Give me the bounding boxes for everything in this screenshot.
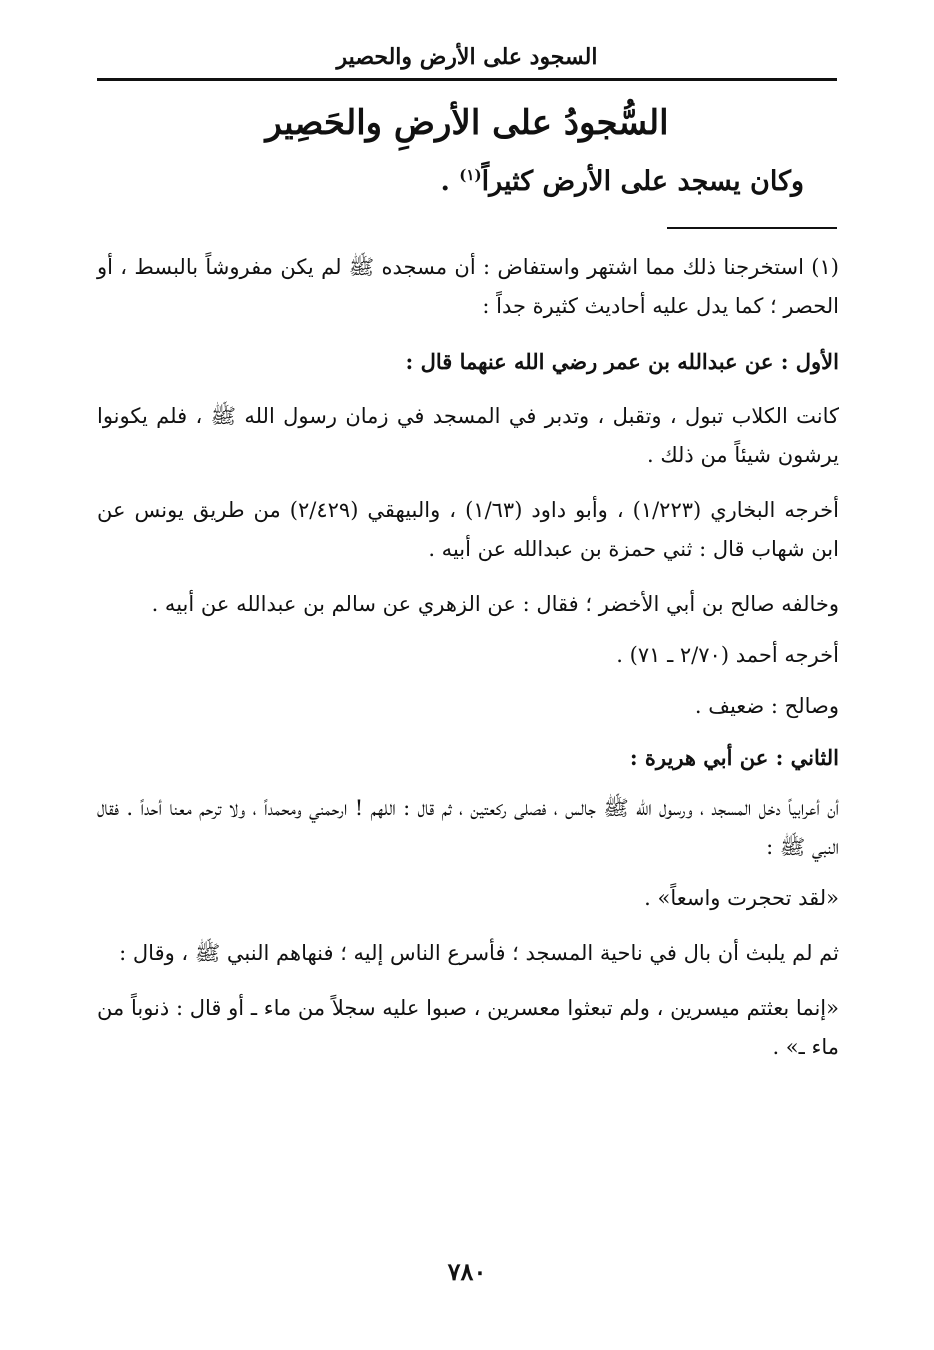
main-text-body: وكان يسجد على الأرض كثيراً: [481, 166, 804, 197]
footnote-text: كانت الكلاب تبول ، وتقبل ، وتدبر في المسجد في زمان رسول الله ﷺ ، فلم يكونوا يرشون شيئاً من ذلك .: [97, 404, 839, 467]
footnote-paragraph: [97, 879, 839, 918]
page-number: ٧٨٠: [447, 1257, 487, 1286]
running-header: السجود على الأرض والحصير: [336, 44, 598, 70]
footnote-text: أخرجه البخاري (١/٢٢٣) ، وأبو داود (١/٦٣) ، والبيهقي (٢/٤٢٩) من طريق يونس عن ابن شهاب قال : ثني حمزة بن عبدالله عن أبيه .: [97, 498, 839, 561]
footnote-text: وخالفه صالح بن أبي الأخضر ؛ فقال : عن الزهري عن سالم بن عبدالله عن أبيه .: [151, 592, 839, 616]
footnote-paragraph: [97, 989, 839, 1067]
footnotes: [97, 248, 839, 1083]
footnote-text: «إنما بعثتم ميسرين ، ولم تبعثوا معسرين ، صبوا عليه سجلاً من ماء ـ أو قال : ذنوباً من ماء ـ» .: [97, 996, 839, 1059]
header-rule: [97, 78, 837, 81]
footnote-paragraph: [97, 789, 839, 867]
footnote-paragraph: [97, 248, 839, 326]
footnote-paragraph: [97, 636, 839, 675]
footnote-paragraph: [97, 491, 839, 569]
footnote-text: «لقد تحجرت واسعاً» .: [644, 886, 839, 910]
footnote-marker: (١): [459, 166, 482, 184]
footnote-separator: [667, 227, 837, 229]
footnote-text: (١) استخرجنا ذلك مما اشتهر واستفاض : أن مسجده ﷺ لم يكن مفروشاً بالبسط ، أو الحصر ؛ كما يدل عليه أحاديث كثيرة جداً :: [97, 255, 839, 318]
footnote-text: الثاني : عن أبي هريرة :: [629, 745, 839, 770]
footnote-text: وصالح : ضعيف .: [694, 694, 839, 718]
footnote-text: أخرجه أحمد (٢/٧٠ ـ ٧١) .: [616, 643, 839, 667]
footnote-paragraph: [97, 397, 839, 475]
footnote-paragraph: [97, 687, 839, 726]
main-text-end: .: [440, 166, 460, 197]
footnote-paragraph: [97, 342, 839, 381]
footnote-text: أن أعرابياً دخل المسجد ، ورسول الله ﷺ جالس ، فصلى ركعتين ، ثم قال : اللهم ! ارحمني ومحمداً ، ولا ترحم معنا أحداً . فقال النبي ﷺ :: [97, 796, 839, 859]
chapter-title: السُّجودُ على الأرضِ والحَصِير: [265, 103, 669, 143]
footnote-paragraph: [97, 585, 839, 624]
footnote-text: ثم لم يلبث أن بال في ناحية المسجد ؛ فأسرع الناس إليه ؛ فنهاهم النبي ﷺ ، وقال :: [119, 941, 839, 965]
main-text: [144, 160, 804, 204]
footnote-paragraph: [97, 738, 839, 777]
footnote-paragraph: [97, 934, 839, 973]
footnote-text: الأول : عن عبدالله بن عمر رضي الله عنهما قال :: [405, 349, 839, 374]
